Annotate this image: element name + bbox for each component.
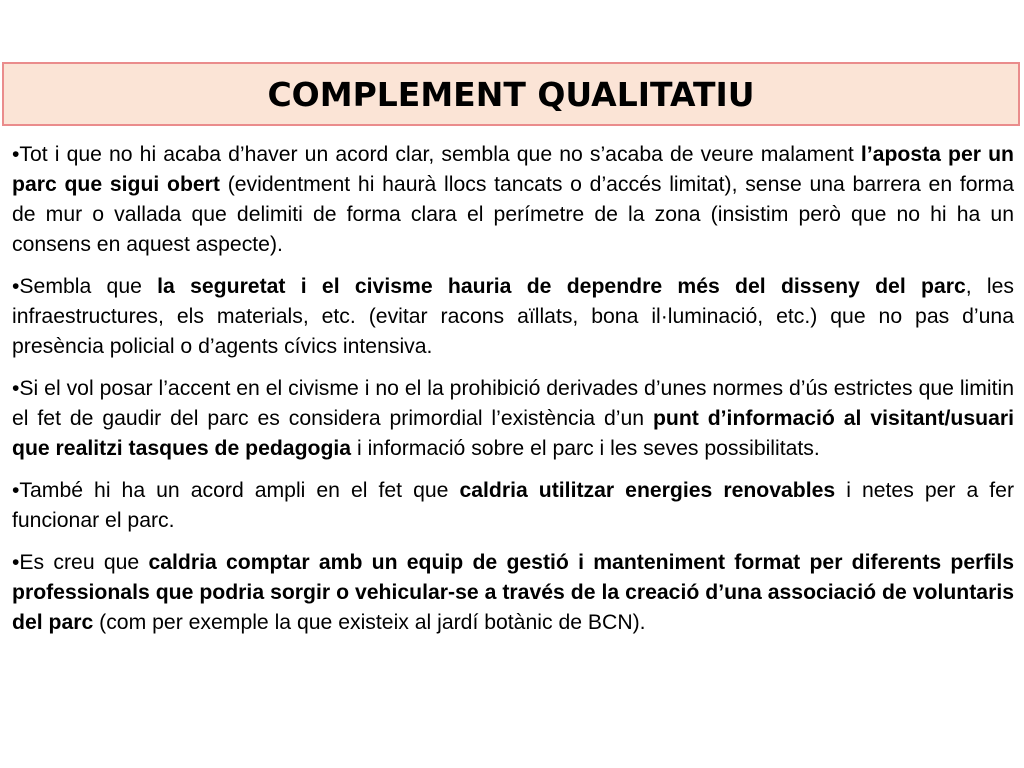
body-text: (evidentment hi haurà llocs tancats o d’accés limitat), sense una barrera en forma de mur o vallada que delimiti de forma clara el perímetre de la zona (insistim però que no hi ha un consens en aquest aspecte). [12,173,1014,256]
bullet-paragraph [12,374,1014,464]
emphasis-text: caldria comptar amb un equip de gestió i manteniment format per diferents perfils professionals que podria sorgir o vehicular-se a través de la creació d’una associació de voluntaris del parc [12,551,1014,634]
bullet-marker: • [12,143,20,166]
bullet-marker: • [12,479,20,502]
emphasis-text: la seguretat i el civisme hauria de dependre més del disseny del parc [157,275,966,298]
body-text: , les infraestructures, els materials, etc. (evitar racons aïllats, bona il·luminació, etc.) que no pas d’una presència policial o d’agents cívics intensiva. [12,275,1015,358]
body-text: (com per exemple la que existeix al jardí botànic de BCN). [93,611,646,634]
title-banner [2,62,1020,126]
body-text: Tot i que no hi acaba d’haver un acord clar, sembla que no s’acaba de veure malament [19,143,861,166]
bullet-paragraph [12,476,1014,536]
body-text: Si el vol posar l’accent en el civisme i no el la prohibició derivades d’unes normes d’ús estrictes que limitin el fet de gaudir del parc es considera primordial l’existència d’un [12,377,1014,430]
bullet-paragraph [12,140,1014,260]
bullet-paragraph [12,272,1014,362]
slide-title: COMPLEMENT QUALITATIU [267,74,755,114]
body-text: Sembla que [19,275,158,298]
emphasis-text: l’aposta per un parc que sigui obert [12,143,1014,196]
bullet-marker: • [12,551,20,574]
body-text: Es creu que [19,551,149,574]
bullet-list [12,140,1014,650]
bullet-marker: • [12,377,20,400]
body-text: També hi ha un acord ampli en el fet que [19,479,460,502]
bullet-paragraph [12,548,1014,638]
emphasis-text: caldria utilitzar energies renovables [459,479,836,502]
emphasis-text: punt d’informació al visitant/usuari que realitzi tasques de pedagogia [12,407,1014,460]
body-text: i informació sobre el parc i les seves possibilitats. [351,437,820,460]
body-text: i netes per a fer funcionar el parc. [12,479,1014,532]
bullet-marker: • [12,275,20,298]
